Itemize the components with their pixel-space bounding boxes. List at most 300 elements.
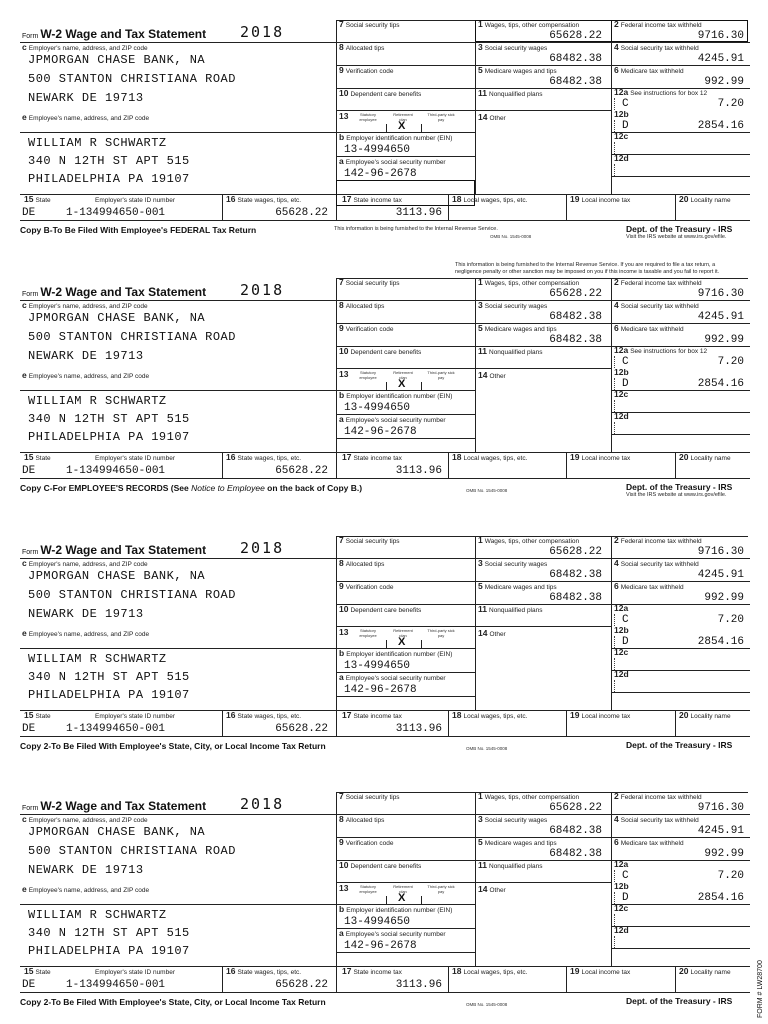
rule <box>336 952 475 953</box>
state-id-label: Employer's state ID number <box>95 197 175 204</box>
box1-label: 1 Wages, tips, other compensation <box>478 19 580 29</box>
box4-label: 4 Social security tax withheld <box>614 300 699 310</box>
box1-label: 1 Wages, tips, other compensation <box>478 277 580 287</box>
box7-label: 7 Social security tips <box>339 535 400 545</box>
box15-label: 15 State <box>24 194 51 204</box>
rule <box>475 626 611 627</box>
box2-highlight <box>611 20 748 42</box>
rule <box>611 536 612 710</box>
rule <box>20 42 336 43</box>
ein-value: 13-4994650 <box>344 144 411 156</box>
box1-value: 65628.22 <box>549 546 602 558</box>
rule <box>611 65 750 66</box>
box1-label: 1 Wages, tips, other compensation <box>478 535 580 545</box>
rule <box>611 926 750 927</box>
box19-label: 19 Local income tax <box>570 710 631 720</box>
employer-city: NEWARK DE 19713 <box>28 607 144 621</box>
rule <box>475 837 611 838</box>
rule <box>611 604 750 605</box>
rule <box>611 860 750 861</box>
employee-name: WILLIAM R SCHWARTZ <box>28 394 167 408</box>
rule <box>336 20 337 194</box>
rule <box>611 278 612 452</box>
rule <box>20 452 750 453</box>
ssn-value: 142-96-2678 <box>344 168 417 180</box>
box13-label: 13 <box>339 111 349 121</box>
box2-label: 2 Federal income tax withheld <box>614 19 702 29</box>
sickpay-label: Third-party sick pay <box>427 370 455 380</box>
box6-label: 6 Medicare tax withheld <box>614 65 684 75</box>
box12d-label: 12d <box>614 925 629 935</box>
retirement-label: Retirement plan <box>393 884 413 894</box>
box5-label: 5 Medicare wages and tips <box>478 323 557 333</box>
box12c-label: 12c <box>614 389 629 399</box>
box8-label: 8 Allocated tips <box>339 300 385 310</box>
boxb-label: b Employer identification number (EIN) <box>339 904 453 914</box>
dept-treasury: Dept. of the Treasury - IRS <box>626 996 733 1006</box>
box9-label: 9 Verification code <box>339 837 394 847</box>
boxe-label: e Employee's name, address, and ZIP code <box>22 370 150 380</box>
boxc-label: c Employer's name, address, and ZIP code <box>22 814 148 824</box>
rule <box>475 882 611 883</box>
boxb-label: b Employer identification number (EIN) <box>339 132 453 142</box>
box12a-amount: 7.20 <box>717 356 744 368</box>
box1-value: 65628.22 <box>549 802 602 814</box>
rule <box>386 124 387 132</box>
box4-label: 4 Social security tax withheld <box>614 558 699 568</box>
retirement-plan-checkbox: X <box>398 636 406 648</box>
box12a-label: 12a See instructions for box 12 <box>614 345 708 355</box>
employee-name: WILLIAM R SCHWARTZ <box>28 136 167 150</box>
box5-label: 5 Medicare wages and tips <box>478 65 557 75</box>
box12b-label: 12b <box>614 109 629 119</box>
statutory-label: Statutory employee <box>359 884 377 894</box>
box14-label: 14 Other <box>478 884 506 894</box>
rule <box>475 65 611 66</box>
state-id-label: Employer's state ID number <box>95 455 175 462</box>
box1-label: 1 Wages, tips, other compensation <box>478 791 580 801</box>
rule <box>611 390 750 391</box>
rule <box>336 452 337 478</box>
rule <box>475 814 611 815</box>
box12a-code: C <box>622 614 629 626</box>
employee-name: WILLIAM R SCHWARTZ <box>28 908 167 922</box>
rule <box>475 300 611 301</box>
employer-name: JPMORGAN CHASE BANK, NA <box>28 53 206 67</box>
rule <box>386 896 387 904</box>
rule <box>20 710 750 711</box>
rule <box>222 710 223 736</box>
dept-treasury: Dept. of the Treasury - IRS <box>626 740 733 750</box>
box13-label: 13 <box>339 369 349 379</box>
rule <box>675 452 676 478</box>
rule <box>566 194 567 220</box>
state-value: DE <box>22 723 36 735</box>
sickpay-label: Third-party sick pay <box>427 628 455 638</box>
employee-city: PHILADELPHIA PA 19107 <box>28 688 190 702</box>
employer-name: JPMORGAN CHASE BANK, NA <box>28 569 206 583</box>
box2-label: 2 Federal income tax withheld <box>614 277 702 287</box>
box12c-label: 12c <box>614 647 629 657</box>
retirement-plan-checkbox: X <box>398 892 406 904</box>
employer-city: NEWARK DE 19713 <box>28 863 144 877</box>
box12b-code: D <box>622 120 629 132</box>
box12b-label: 12b <box>614 625 629 635</box>
box16-label: 16 State wages, tips, etc. <box>226 452 302 462</box>
rule <box>566 452 567 478</box>
code-divider <box>614 378 615 390</box>
box16-label: 16 State wages, tips, etc. <box>226 194 302 204</box>
employer-city: NEWARK DE 19713 <box>28 91 144 105</box>
box12a-label: 12a See instructions for box 12 <box>614 87 708 97</box>
box3-value: 68482.38 <box>549 569 602 581</box>
box4-value: 4245.91 <box>697 825 744 837</box>
box4-value: 4245.91 <box>697 311 744 323</box>
rule <box>475 558 611 559</box>
ssn-highlight <box>336 180 475 206</box>
rule <box>421 896 422 904</box>
code-divider <box>614 120 615 132</box>
employee-name: WILLIAM R SCHWARTZ <box>28 652 167 666</box>
ein-value: 13-4994650 <box>344 916 411 928</box>
boxe-label: e Employee's name, address, and ZIP code <box>22 112 150 122</box>
box8-label: 8 Allocated tips <box>339 814 385 824</box>
rule <box>222 194 223 220</box>
box2-value: 9716.30 <box>697 802 744 814</box>
box18-label: 18 Local wages, tips, etc. <box>452 194 528 204</box>
irs-website: Visit the IRS website at www.irs.gov/efile. <box>626 492 727 498</box>
rule <box>386 640 387 648</box>
form-title: Form W-2 Wage and Tax Statement <box>22 285 207 299</box>
retirement-plan-checkbox: X <box>398 378 406 390</box>
box4-label: 4 Social security tax withheld <box>614 814 699 824</box>
rule <box>475 323 611 324</box>
rule <box>475 604 611 605</box>
rule <box>475 278 476 452</box>
rule <box>386 382 387 390</box>
box5-value: 68482.38 <box>549 592 602 604</box>
box13-label: 13 <box>339 627 349 637</box>
statutory-label: Statutory employee <box>359 370 377 380</box>
rule <box>336 710 337 736</box>
code-divider <box>614 98 615 110</box>
state-id-value: 1-134994650-001 <box>66 207 166 219</box>
retirement-plan-checkbox: X <box>398 120 406 132</box>
rule <box>20 558 336 559</box>
rule <box>336 672 475 673</box>
box4-value: 4245.91 <box>697 569 744 581</box>
box3-label: 3 Social security wages <box>478 558 548 568</box>
boxa-label: a Employee's social security number <box>339 414 446 424</box>
code-divider <box>614 680 615 692</box>
rule <box>20 478 750 479</box>
employee-street: 340 N 12TH ST APT 515 <box>28 412 190 426</box>
boxc-label: c Employer's name, address, and ZIP code <box>22 300 148 310</box>
box17-label: 17 State income tax <box>342 710 402 720</box>
irs-note: This information is being furnished to the Internal Revenue Service. <box>334 226 498 232</box>
rule <box>611 648 750 649</box>
copy-c-footer: Copy C-For EMPLOYEE'S RECORDS (See Notice to Employee on the back of Copy B.) <box>20 483 363 493</box>
rule <box>20 390 336 391</box>
box10-label: 10 Dependent care benefits <box>339 604 422 614</box>
rule <box>336 438 475 439</box>
omb-number: OMB No. 1545-0008 <box>466 488 508 493</box>
rule <box>475 581 611 582</box>
code-divider <box>614 164 615 176</box>
employer-street: 500 STANTON CHRISTIANA ROAD <box>28 330 236 344</box>
state-id-label: Employer's state ID number <box>95 969 175 976</box>
box12a-amount: 7.20 <box>717 870 744 882</box>
ein-value: 13-4994650 <box>344 660 411 672</box>
box10-label: 10 Dependent care benefits <box>339 860 422 870</box>
box3-label: 3 Social security wages <box>478 42 548 52</box>
rule <box>611 132 750 133</box>
omb-number: OMB No. 1545-0008 <box>490 234 532 239</box>
employee-street: 340 N 12TH ST APT 515 <box>28 670 190 684</box>
code-divider <box>614 636 615 648</box>
employee-city: PHILADELPHIA PA 19107 <box>28 430 190 444</box>
box4-label: 4 Social security tax withheld <box>614 42 699 52</box>
box17-label: 17 State income tax <box>342 452 402 462</box>
code-divider <box>614 422 615 434</box>
rule <box>475 20 476 194</box>
box17-label: 17 State income tax <box>342 194 402 204</box>
box5-label: 5 Medicare wages and tips <box>478 581 557 591</box>
box6-value: 992.99 <box>704 76 744 88</box>
rule <box>336 414 475 415</box>
employer-city: NEWARK DE 19713 <box>28 349 144 363</box>
dept-treasury: Dept. of the Treasury - IRS <box>626 482 733 492</box>
rule <box>611 558 750 559</box>
box12b-amount: 2854.16 <box>697 636 744 648</box>
box9-label: 9 Verification code <box>339 323 394 333</box>
form-number: FORM # LW28700 <box>757 960 764 1018</box>
box18-label: 18 Local wages, tips, etc. <box>452 710 528 720</box>
rule <box>20 992 750 993</box>
rule <box>675 194 676 220</box>
rule <box>336 323 475 324</box>
box12a-label: 12a <box>614 859 629 869</box>
rule <box>336 626 475 627</box>
rule <box>336 368 475 369</box>
rule <box>475 88 611 89</box>
box12d-label: 12d <box>614 411 629 421</box>
rule <box>566 966 567 992</box>
rule <box>611 904 750 905</box>
box5-label: 5 Medicare wages and tips <box>478 837 557 847</box>
rule <box>336 88 475 89</box>
box5-value: 68482.38 <box>549 848 602 860</box>
rule <box>20 220 750 221</box>
rule <box>20 966 750 967</box>
tax-year: 2018 <box>240 23 285 41</box>
code-divider <box>614 614 615 626</box>
rule <box>336 604 475 605</box>
rule <box>336 581 475 582</box>
rule <box>421 124 422 132</box>
omb-number: OMB No. 1545-0008 <box>466 746 508 751</box>
box12c-label: 12c <box>614 131 629 141</box>
copy-c-note-line2: negligence penalty or other sanction may be imposed on you if this income is taxable and you fail to report it. <box>455 269 720 275</box>
box3-value: 68482.38 <box>549 825 602 837</box>
rule <box>611 948 750 949</box>
box6-value: 992.99 <box>704 848 744 860</box>
box18-label: 18 Local wages, tips, etc. <box>452 966 528 976</box>
retirement-label: Retirement plan <box>393 112 413 122</box>
box15-label: 15 State <box>24 710 51 720</box>
boxc-label: c Employer's name, address, and ZIP code <box>22 42 148 52</box>
rule <box>448 452 449 478</box>
box11-label: 11 Nonqualified plans <box>478 860 543 870</box>
state-id-label: Employer's state ID number <box>95 713 175 720</box>
rule <box>336 156 475 157</box>
code-divider <box>614 142 615 154</box>
box12a-code: C <box>622 98 629 110</box>
code-divider <box>614 658 615 670</box>
rule <box>611 300 750 301</box>
copy-b-footer: Copy B-To Be Filed With Employee's FEDERAL Tax Return <box>20 225 257 235</box>
rule <box>336 278 337 452</box>
rule <box>336 966 337 992</box>
code-divider <box>614 356 615 368</box>
box8-label: 8 Allocated tips <box>339 558 385 568</box>
box15-label: 15 State <box>24 966 51 976</box>
rule <box>336 696 475 697</box>
copy-2-footer: Copy 2-To Be Filed With Employee's State, City, or Local Income Tax Return <box>20 997 326 1007</box>
box1-value: 65628.22 <box>549 288 602 300</box>
rule <box>336 42 475 43</box>
rule <box>448 710 449 736</box>
box12a-code: C <box>622 356 629 368</box>
box6-label: 6 Medicare tax withheld <box>614 837 684 847</box>
box1-value: 65628.22 <box>549 30 602 42</box>
box12d-label: 12d <box>614 669 629 679</box>
box3-value: 68482.38 <box>549 311 602 323</box>
box14-label: 14 Other <box>478 628 506 638</box>
tax-year: 2018 <box>240 795 285 813</box>
boxe-label: e Employee's name, address, and ZIP code <box>22 884 150 894</box>
form-title: Form W-2 Wage and Tax Statement <box>22 27 207 41</box>
rule <box>611 692 750 693</box>
rule <box>20 648 336 649</box>
box13-label: 13 <box>339 883 349 893</box>
rule <box>336 904 475 905</box>
boxa-label: a Employee's social security number <box>339 672 446 682</box>
rule <box>566 710 567 736</box>
box3-value: 68482.38 <box>549 53 602 65</box>
box6-value: 992.99 <box>704 592 744 604</box>
employee-street: 340 N 12TH ST APT 515 <box>28 154 190 168</box>
rule <box>336 837 475 838</box>
code-divider <box>614 400 615 412</box>
rule <box>20 132 336 133</box>
employee-city: PHILADELPHIA PA 19107 <box>28 944 190 958</box>
box7-label: 7 Social security tips <box>339 19 400 29</box>
rule <box>336 558 475 559</box>
state-tax-value: 3113.96 <box>395 465 442 477</box>
box5-value: 68482.38 <box>549 334 602 346</box>
rule <box>336 814 475 815</box>
rule <box>611 42 750 43</box>
rule <box>475 346 611 347</box>
form-title: Form W-2 Wage and Tax Statement <box>22 543 207 557</box>
box2-label: 2 Federal income tax withheld <box>614 791 702 801</box>
rule <box>20 300 336 301</box>
box12d-label: 12d <box>614 153 629 163</box>
state-id-value: 1-134994650-001 <box>66 723 166 735</box>
boxb-label: b Employer identification number (EIN) <box>339 648 453 658</box>
statutory-label: Statutory employee <box>359 628 377 638</box>
sickpay-label: Third-party sick pay <box>427 112 455 122</box>
irs-website: Visit the IRS website at www.irs.gov/efile. <box>626 234 727 240</box>
box19-label: 19 Local income tax <box>570 194 631 204</box>
employer-street: 500 STANTON CHRISTIANA ROAD <box>28 588 236 602</box>
boxb-label: b Employer identification number (EIN) <box>339 390 453 400</box>
sickpay-label: Third-party sick pay <box>427 884 455 894</box>
rule <box>611 412 750 413</box>
box2-value: 9716.30 <box>697 288 744 300</box>
box20-label: 20 Locality name <box>679 710 731 720</box>
box12a-code: C <box>622 870 629 882</box>
rule <box>336 65 475 66</box>
box5-value: 68482.38 <box>549 76 602 88</box>
box16-label: 16 State wages, tips, etc. <box>226 966 302 976</box>
rule <box>611 20 612 194</box>
omb-number: OMB No. 1545-0008 <box>466 1002 508 1007</box>
rule <box>336 346 475 347</box>
boxe-label: e Employee's name, address, and ZIP code <box>22 628 150 638</box>
rule <box>611 670 750 671</box>
rule <box>336 792 337 966</box>
box6-value: 992.99 <box>704 334 744 346</box>
box15-label: 15 State <box>24 452 51 462</box>
box3-label: 3 Social security wages <box>478 814 548 824</box>
rule <box>20 814 336 815</box>
box16-label: 16 State wages, tips, etc. <box>226 710 302 720</box>
box12b-amount: 2854.16 <box>697 378 744 390</box>
tax-year: 2018 <box>240 281 285 299</box>
rule <box>475 536 476 710</box>
rule <box>611 581 750 582</box>
rule <box>611 814 750 815</box>
statutory-label: Statutory employee <box>359 112 377 122</box>
rule <box>336 648 475 649</box>
rule <box>336 882 475 883</box>
rule <box>475 792 476 966</box>
box17-label: 17 State income tax <box>342 966 402 976</box>
state-tax-value: 3113.96 <box>395 979 442 991</box>
box2-value: 9716.30 <box>697 30 744 42</box>
rule <box>475 110 611 111</box>
box1-highlight <box>475 20 612 42</box>
boxa-label: a Employee's social security number <box>339 156 446 166</box>
box6-label: 6 Medicare tax withheld <box>614 581 684 591</box>
rule <box>336 300 475 301</box>
state-id-value: 1-134994650-001 <box>66 979 166 991</box>
box20-label: 20 Locality name <box>679 194 731 204</box>
rule <box>475 860 611 861</box>
form-title: Form W-2 Wage and Tax Statement <box>22 799 207 813</box>
ssn-value: 142-96-2678 <box>344 684 417 696</box>
state-tax-value: 3113.96 <box>395 723 442 735</box>
rule <box>611 323 750 324</box>
ssn-value: 142-96-2678 <box>344 426 417 438</box>
rule <box>222 966 223 992</box>
box10-label: 10 Dependent care benefits <box>339 88 422 98</box>
rule <box>475 368 611 369</box>
box9-label: 9 Verification code <box>339 65 394 75</box>
box12b-amount: 2854.16 <box>697 892 744 904</box>
